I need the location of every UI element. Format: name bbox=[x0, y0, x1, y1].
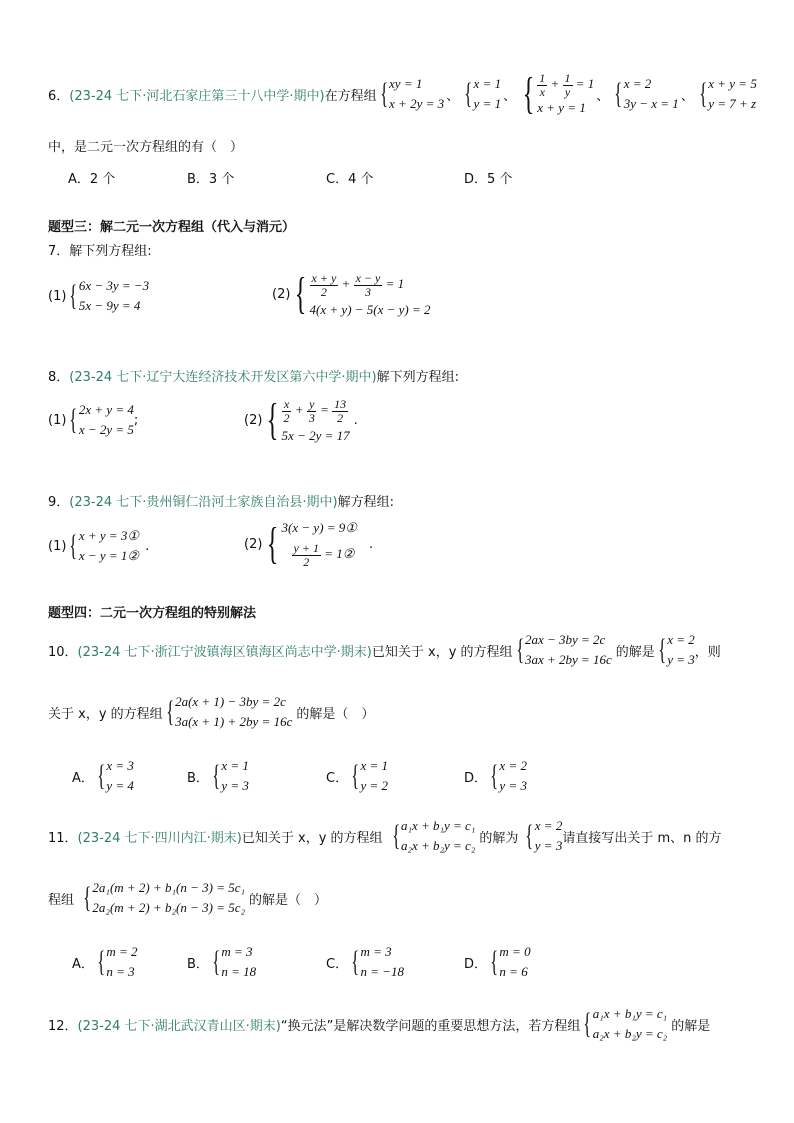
q7-part2: (2) { $\frac{x + y}{2}$ + $\frac{x - y}{3}$ = 1 4(x + y) − 5(x − y) = 2 bbox=[272, 269, 431, 318]
q12-line1: 12． (23-24 七下·湖北武汉青山区·期末) “换元法”是解决数学问题的重要思想方法，若方程组 { a₁x + b₁y = c₁ a₂x + b₂y = c₂ 的解是 bbox=[48, 1006, 711, 1041]
q8-title: 8．(23-24 七下·辽宁大连经济技术开发区第六中学·期中)解下列方程组: bbox=[48, 370, 459, 385]
q10-option-c: C． { x = 1 y = 2 bbox=[326, 758, 389, 793]
q8-source: (23-24 七下·辽宁大连经济技术开发区第六中学·期中) bbox=[69, 370, 377, 385]
q6-system-1: { xy = 1 x + 2y = 3 bbox=[379, 76, 445, 111]
q9-source: (23-24 七下·贵州铜仁沿河土家族自治县·期中) bbox=[69, 495, 338, 510]
section-heading-3: 题型三：解二元一次方程组（代入与消元） bbox=[48, 220, 296, 235]
q7-title: 7．解下列方程组: bbox=[48, 244, 152, 259]
q9-part1: (1) { x + y = 3① x − y = 1② . bbox=[48, 528, 150, 563]
q11-option-b: B． { m = 3 n = 18 bbox=[187, 944, 257, 979]
q10-option-b: B． { x = 1 y = 3 bbox=[187, 758, 249, 793]
q11-option-a: A． { m = 2 n = 3 bbox=[72, 944, 138, 979]
q10-option-d: D． { x = 2 y = 3 bbox=[464, 758, 527, 793]
q8-part1: (1) { 2x + y = 4 x − 2y = 5 ; bbox=[48, 402, 139, 437]
q6-option-a: A．2 个 bbox=[68, 172, 116, 187]
q6-system-5: { x + y = 5 y = 7 + z bbox=[699, 76, 757, 111]
q6-option-d: D．5 个 bbox=[464, 172, 513, 187]
q6-system-2: { x = 1 y = 1 bbox=[464, 76, 502, 111]
q6-option-b: B．3 个 bbox=[187, 172, 235, 187]
q10-line2: 关于 x，y 的方程组 { 2a(x + 1) − 3by = 2c 3a(x + 1) + 2by = 16c 的解是（ ） bbox=[48, 694, 375, 729]
q6-option-c: C．4 个 bbox=[326, 172, 374, 187]
q6-line1: 6． (23-24 七下·河北石家庄第三十八中学·期中) 在方程组 { xy = 1 x + 2y = 3 、 { x = 1 y = 1 、 { $\frac{1}{x}$ + $\frac{1}{y}$ = 1 x + y = 1 、 { x = 2 3y − x = 1 、 { x + y = 5 y = 7 + z bbox=[48, 69, 757, 118]
q11-option-d: D． { m = 0 n = 6 bbox=[464, 944, 531, 979]
q7-part1: (1) { 6x − 3y = −3 5x − 9y = 4 bbox=[48, 278, 150, 313]
q6-system-3: { $\frac{1}{x}$ + $\frac{1}{y}$ = 1 x + y = 1 bbox=[522, 69, 595, 118]
q10-option-a: A． { x = 3 y = 4 bbox=[72, 758, 134, 793]
q6-system-4: { x = 2 3y − x = 1 bbox=[614, 76, 679, 111]
q11-line2: 程组 { 2a₁(m + 2) + b₁(n − 3) = 5c₁ 2a₂(m + 2) + b₂(n − 3) = 5c₂ 的解是（ ） bbox=[48, 880, 328, 915]
q6-source: (23-24 七下·河北石家庄第三十八中学·期中) bbox=[69, 88, 325, 104]
q10-source: (23-24 七下·浙江宁波镇海区镇海区尚志中学·期末) bbox=[77, 644, 372, 660]
q11-line1: 11． (23-24 七下·四川内江·期末) 已知关于 x，y 的方程组 { a₁x + b₁y = c₁ a₂x + b₂y = c₂ 的解为 { x = 2 y = 3 请直接写出关于 m、n 的方 bbox=[48, 818, 722, 853]
q8-part2: (2) { $\frac{x}{2}$ + $\frac{y}{3}$ = $\frac{13}{2}$ 5x − 2y = 17 . bbox=[244, 395, 358, 444]
q9-part2: (2) { 3(x − y) = 9① $\frac{y + 1}{2}$ = 1② . bbox=[244, 519, 374, 569]
section-heading-4: 题型四：二元一次方程组的特别解法 bbox=[48, 606, 257, 621]
q11-option-c: C． { m = 3 n = −18 bbox=[326, 944, 405, 979]
q6-line2: 中，是二元一次方程组的有（ ） bbox=[48, 140, 244, 155]
q10-line1: 10． (23-24 七下·浙江宁波镇海区镇海区尚志中学·期末) 已知关于 x，y 的方程组 { 2ax − 3by = 2c 3ax + 2by = 16c 的解是 { x = 2 y = 3 ，则 bbox=[48, 632, 721, 667]
q12-source: (23-24 七下·湖北武汉青山区·期末) bbox=[77, 1018, 281, 1034]
q11-source: (23-24 七下·四川内江·期末) bbox=[77, 830, 242, 846]
q9-title: 9．(23-24 七下·贵州铜仁沿河土家族自治县·期中)解方程组: bbox=[48, 495, 394, 510]
